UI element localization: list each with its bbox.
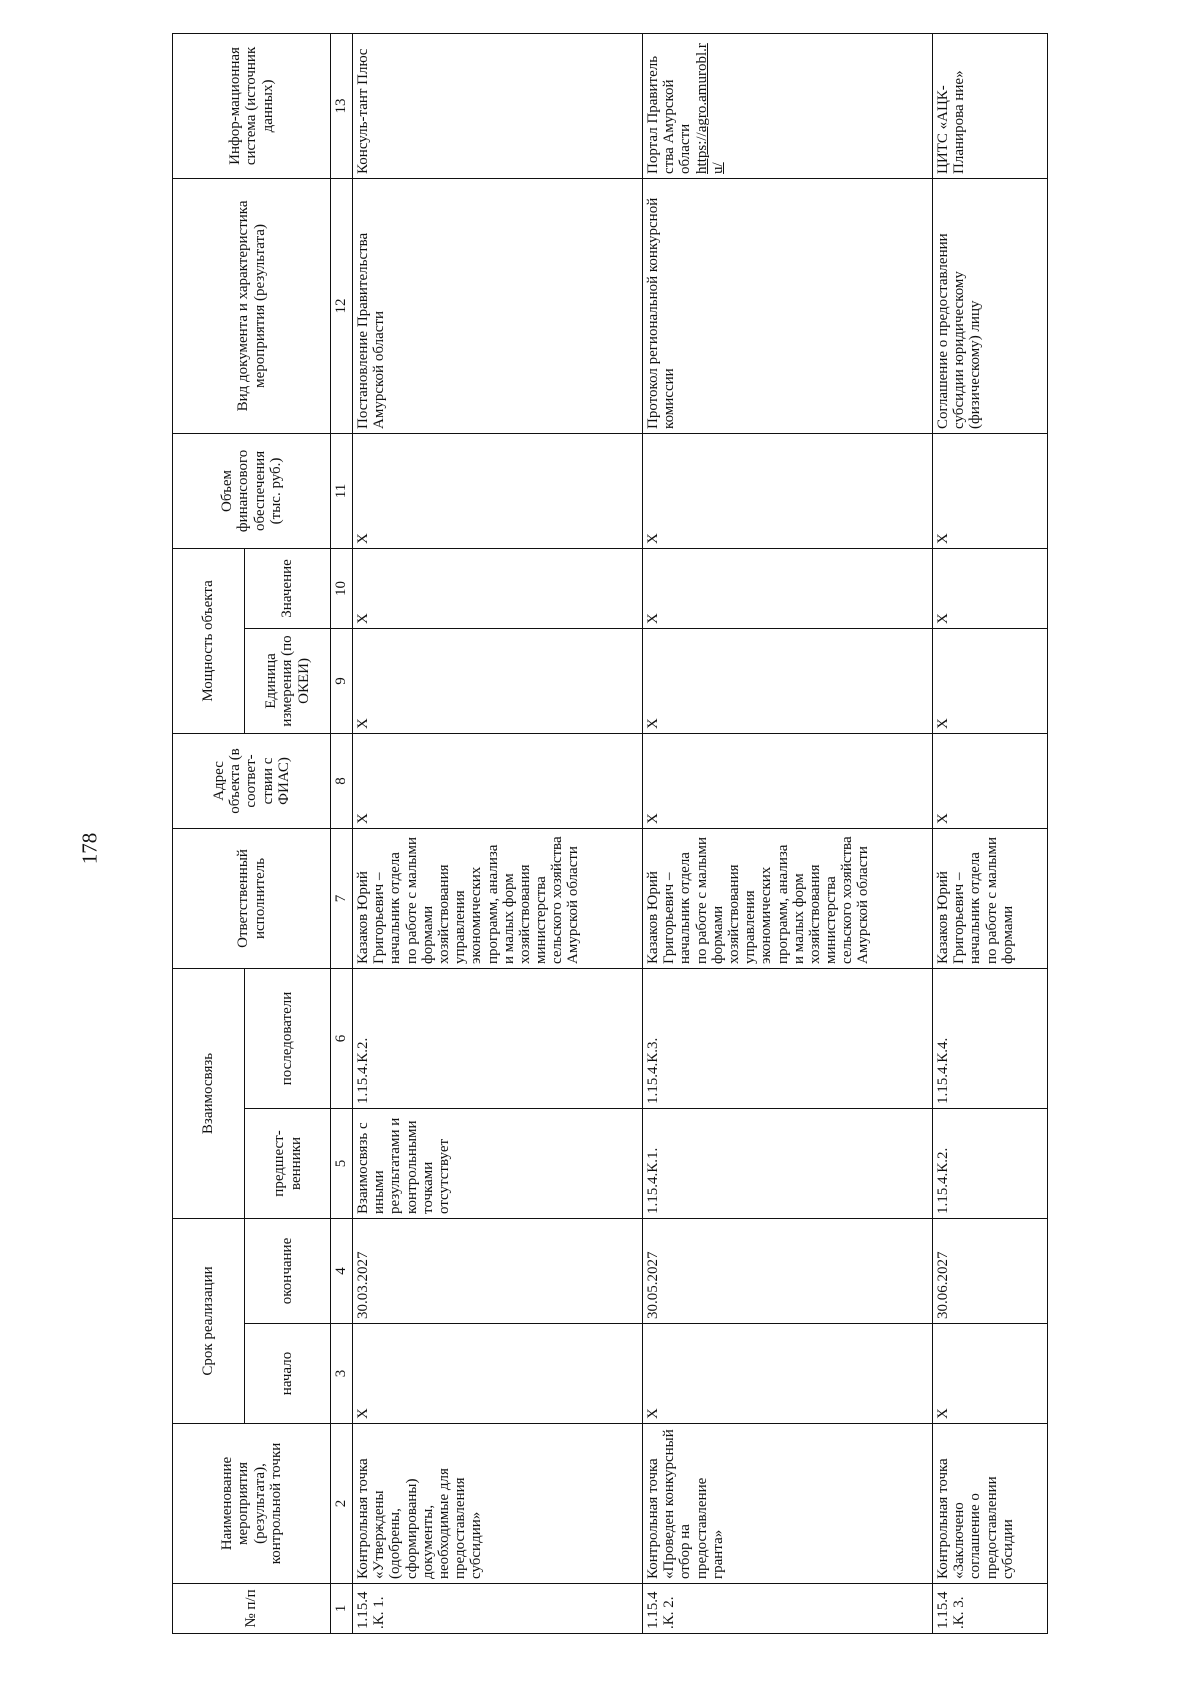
row-successors: 1.15.4.К.3. [643,968,933,1108]
column-number: 13 [331,33,353,178]
row-info-system: Консуль-тант Плюс [353,33,643,178]
header-financing: Объем финансового обеспечения (тыс. руб.) [173,433,331,548]
column-number: 8 [331,733,353,828]
column-number: 3 [331,1324,353,1424]
column-number: 4 [331,1218,353,1323]
row-successors: 1.15.4.К.2. [353,968,643,1108]
header-executor: Ответственный исполнитель [173,828,331,968]
row-value: X [353,548,643,628]
row-start: X [933,1324,1048,1424]
row-end: 30.06.2027 [933,1218,1048,1323]
column-number: 7 [331,828,353,968]
row-financing: X [933,433,1048,548]
row-number: 1.15.4.К. 1. [353,1584,643,1634]
row-name: Контрольная точка «Проведен конкурсный отбор на предоставление гранта» [643,1424,933,1584]
row-predecessors: Взаимосвязь с иными результатами и контрольными точками отсутствует [353,1108,643,1218]
row-address: X [353,733,643,828]
page-number: 178 [77,832,102,865]
row-unit: X [643,628,933,733]
row-address: X [643,733,933,828]
header-link-succ: последователи [245,968,331,1108]
header-power: Мощность объекта [173,548,245,733]
row-document: Протокол региональной конкурсной комиссии [643,178,933,433]
row-predecessors: 1.15.4.К.1. [643,1108,933,1218]
row-info-system: ЦИТС «АЦК-Планирова ние» [933,33,1048,178]
table-row [643,33,933,1633]
row-address: X [933,733,1048,828]
column-number: 10 [331,548,353,628]
row-financing: X [643,433,933,548]
row-name: Контрольная точка «Утверждены (одобрены, сформированы) документы, необходимые для предоставления субсидии» [353,1424,643,1584]
row-document: Постановление Правительства Амурской области [353,178,643,433]
info-system-name: Портал Правитель ства Амурской области [645,55,694,174]
header-term-start: начало [245,1324,331,1424]
row-number: 1.15.4.К. 2. [643,1584,933,1634]
header-term: Срок реализации [173,1218,245,1423]
row-executor: Казаков Юрий Григорьевич – начальник отдела по работе с малыми формами хозяйствования управления экономических программ, анализа и малых форм хозяйствования министерства сельского хозяйства Амурской области [643,828,933,968]
row-successors: 1.15.4.К.4. [933,968,1048,1108]
header-name: Наименование мероприятия (результата), контрольной точки [173,1424,331,1584]
column-number: 1 [331,1584,353,1634]
column-numbers-row [331,33,353,1633]
header-power-value: Значение [245,548,331,628]
table-row [933,33,1048,1633]
row-document: Соглашение о предоставлении субсидии юридическому (физическому) лицу [933,178,1048,433]
header-number: № п/п [173,1584,331,1634]
row-start: X [643,1324,933,1424]
header-term-end: окончание [245,1218,331,1323]
row-executor: Казаков Юрий Григорьевич – начальник отдела по работе с малыми формами хозяйствования управления экономических программ, анализа и малых форм хозяйствования министерства сельского хозяйства Амурской области [353,828,643,968]
row-unit: X [933,628,1048,733]
header-info-system: Инфор-мационная система (источник данных) [173,33,331,178]
header-power-unit: Единица измерения (по ОКЕИ) [245,628,331,733]
header-document: Вид документа и характеристика мероприятия (результата) [173,178,331,433]
row-number: 1.15.4.К. 3. [933,1584,1048,1634]
column-number: 2 [331,1424,353,1584]
header-address: Адрес объекта (в соответ-ствии с ФИАС) [173,733,331,828]
row-end: 30.03.2027 [353,1218,643,1323]
row-info-system [643,33,933,178]
portal-link[interactable]: https://agro.amurobl.ru/ [693,43,726,174]
column-number: 11 [331,433,353,548]
column-number: 6 [331,968,353,1108]
row-start: X [353,1324,643,1424]
control-points-table [172,33,1048,1634]
header-link-pred: предшест-венники [245,1108,331,1218]
header-link: Взаимосвязь [173,968,245,1218]
row-unit: X [353,628,643,733]
row-name: Контрольная точка «Заключено соглашение о предоставлении субсидии [933,1424,1048,1584]
row-executor: Казаков Юрий Григорьевич – начальник отдела по работе с малыми формами [933,828,1048,968]
column-number: 9 [331,628,353,733]
row-value: X [643,548,933,628]
row-end: 30.05.2027 [643,1218,933,1323]
row-financing: X [353,433,643,548]
rotated-table-wrapper [172,34,1047,1634]
row-predecessors: 1.15.4.К.2. [933,1108,1048,1218]
column-number: 5 [331,1108,353,1218]
row-value: X [933,548,1048,628]
column-number: 12 [331,178,353,433]
table-row [353,33,643,1633]
